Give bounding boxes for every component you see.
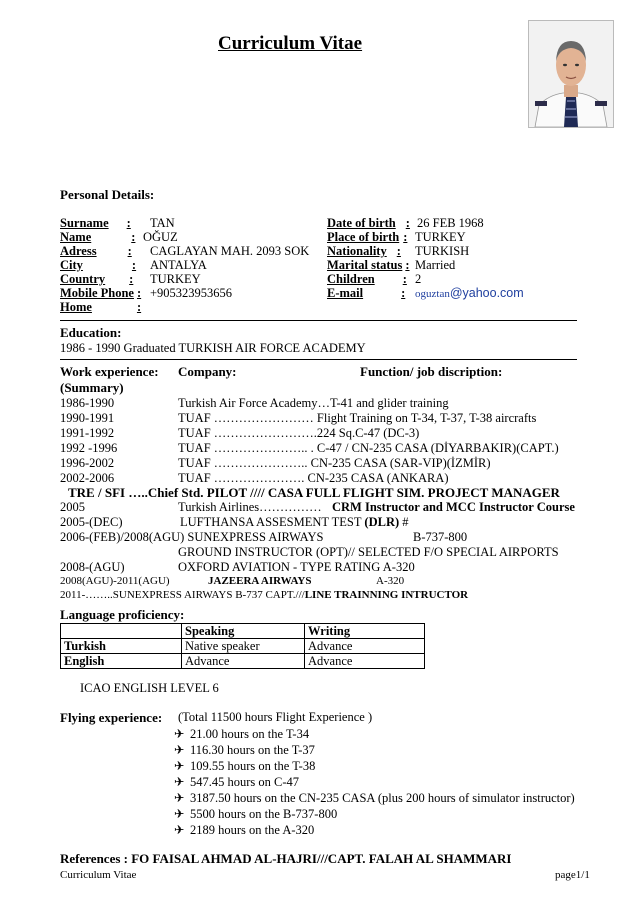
- airplane-icon: ✈: [174, 743, 185, 757]
- work-text: TUAF ………………….. . C-47 / CN-235 CASA (DİYARBAKIR)(CAPT.): [178, 441, 559, 455]
- value-country: TURKEY: [150, 272, 201, 286]
- value-marital-status: Married: [415, 258, 456, 272]
- table-row: [61, 654, 425, 669]
- work-aircraft: A-320: [376, 575, 405, 587]
- education-line: 1986 - 1990 Graduated TURKISH AIR FORCE ACADEMY: [60, 341, 366, 355]
- airplane-icon: ✈: [174, 791, 185, 805]
- value-mobile-phone: +905323953656: [150, 286, 233, 300]
- language-speaking: Native speaker: [182, 639, 305, 654]
- language-name: Turkish: [61, 639, 182, 654]
- language-speaking: Advance: [182, 654, 305, 669]
- value-children: 2: [415, 272, 422, 286]
- divider-personal: [60, 320, 577, 321]
- list-item: ✈ 5500 hours on the B-737-800: [174, 807, 338, 821]
- airplane-icon: ✈: [174, 727, 185, 741]
- document-title: Curriculum Vitae: [218, 33, 363, 54]
- value-name: OĞUZ: [143, 230, 178, 244]
- language-heading: Language proficiency:: [60, 607, 185, 622]
- work-heading: Work experience:: [60, 364, 159, 379]
- flying-total: (Total 11500 hours Flight Experience ): [178, 710, 373, 724]
- work-function-header: Function/ job discription:: [360, 364, 503, 379]
- label-nationality: Nationality :: [327, 244, 401, 258]
- column-header-speaking: Speaking: [182, 624, 305, 639]
- work-year: 1992 -1996: [60, 441, 118, 455]
- label-email: E-mail :: [327, 286, 406, 300]
- list-item: ✈ 547.45 hours on C-47: [174, 775, 300, 789]
- footer-page-number: page1/1: [555, 869, 590, 881]
- flying-heading: Flying experience:: [60, 710, 163, 725]
- work-year: 2002-2006: [60, 471, 115, 485]
- label-marital-status: Marital status :: [327, 258, 410, 272]
- label-city: City :: [60, 258, 137, 272]
- value-date-of-birth: 26 FEB 1968: [417, 216, 484, 230]
- label-date-of-birth: Date of birth :: [327, 216, 410, 230]
- work-company: JAZEERA AIRWAYS: [208, 575, 312, 587]
- personal-heading: Personal Details:: [60, 187, 155, 202]
- work-text: LUFTHANSA ASSESMENT TEST (DLR) #: [180, 515, 409, 529]
- work-text: TUAF ………………….. CN-235 CASA (SAR-VIP)(İZMİR): [178, 456, 491, 470]
- education-heading: Education:: [60, 325, 122, 340]
- value-surname: TAN: [150, 216, 175, 230]
- work-year: 2005-(DEC): [60, 515, 123, 529]
- work-year: 1986-1990: [60, 396, 115, 410]
- list-item: ✈ 2189 hours on the A-320: [174, 823, 315, 837]
- label-address: Adress :: [60, 244, 132, 258]
- work-text: Turkish Air Force Academy…T-41 and glider training: [178, 396, 449, 410]
- language-table-corner: [61, 624, 182, 639]
- work-tre-line: TRE / SFI …..Chief Std. PILOT //// CASA FULL FLIGHT SIM. PROJECT MANAGER: [68, 485, 560, 500]
- label-place-of-birth: Place of birth :: [327, 230, 408, 244]
- value-city: ANTALYA: [150, 258, 207, 272]
- label-country: Country :: [60, 272, 134, 286]
- language-table: [60, 623, 425, 669]
- value-nationality: TURKISH: [415, 244, 470, 258]
- value-place-of-birth: TURKEY: [415, 230, 466, 244]
- value-email[interactable]: oguztan@yahoo.com: [415, 286, 524, 300]
- airplane-icon: ✈: [174, 807, 185, 821]
- list-item: ✈ 109.55 hours on the T-38: [174, 759, 316, 773]
- profile-photo: [528, 20, 614, 128]
- work-text: 2011-……..SUNEXPRESS AIRWAYS B-737 CAPT.///LINE TRAINNING INTRUCTOR: [60, 589, 469, 601]
- language-writing: Advance: [305, 639, 425, 654]
- label-surname: Surname :: [60, 216, 131, 230]
- work-aircraft: B-737-800: [413, 530, 468, 544]
- work-text: GROUND INSTRUCTOR (OPT)// SELECTED F/O SPECIAL AIRPORTS: [178, 545, 559, 559]
- work-summary: (Summary): [60, 380, 124, 395]
- icao-level: ICAO ENGLISH LEVEL 6: [80, 681, 219, 695]
- work-company: Turkish Airlines……………: [178, 500, 322, 514]
- label-children: Children :: [327, 272, 407, 286]
- footer-title: Curriculum Vitae: [60, 869, 137, 881]
- label-home: Home :: [60, 300, 142, 314]
- divider-education: [60, 359, 577, 360]
- list-item: ✈ 116.30 hours on the T-37: [174, 743, 315, 757]
- list-item: ✈ 21.00 hours on the T-34: [174, 727, 310, 741]
- label-mobile-phone: Mobile Phone :: [60, 286, 142, 300]
- work-year: 1990-1991: [60, 411, 115, 425]
- work-year: 2008-(AGU): [60, 560, 125, 574]
- column-header-writing: Writing: [305, 624, 425, 639]
- references-line: References : FO FAISAL AHMAD AL-HAJRI///CAPT. FALAH AL SHAMMARI: [60, 851, 512, 866]
- work-text: 2006-(FEB)/2008(AGU) SUNEXPRESS AIRWAYS: [60, 530, 324, 544]
- value-address: CAGLAYAN MAH. 2093 SOK: [150, 244, 310, 258]
- airplane-icon: ✈: [174, 823, 185, 837]
- list-item: ✈ 3187.50 hours on the CN-235 CASA (plus 200 hours of simulator instructor): [174, 791, 575, 805]
- work-role: CRM Instructor and MCC Instructor Course: [332, 500, 575, 514]
- work-year: 1991-1992: [60, 426, 115, 440]
- table-row: [61, 639, 425, 654]
- work-text: TUAF …………………. CN-235 CASA (ANKARA): [178, 471, 449, 485]
- work-text: TUAF …………………….224 Sq.C-47 (DC-3): [178, 426, 420, 440]
- work-company-header: Company:: [178, 364, 237, 379]
- airplane-icon: ✈: [174, 759, 185, 773]
- work-text: OXFORD AVIATION - TYPE RATING A-320: [178, 560, 415, 574]
- work-year: 1996-2002: [60, 456, 115, 470]
- label-name: Name :: [60, 230, 136, 244]
- language-name: English: [61, 654, 182, 669]
- work-year: 2008(AGU)-2011(AGU): [60, 575, 170, 587]
- work-text: TUAF …………………… Flight Training on T-34, T-37, T-38 aircrafts: [178, 411, 537, 425]
- airplane-icon: ✈: [174, 775, 185, 789]
- work-year: 2005: [60, 500, 85, 514]
- language-writing: Advance: [305, 654, 425, 669]
